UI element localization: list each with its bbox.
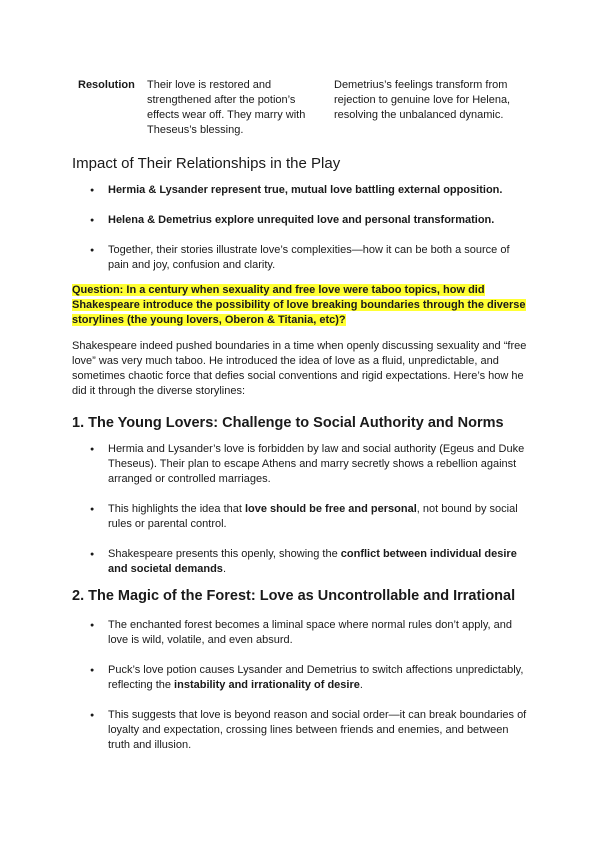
section1-bullet-list bbox=[72, 442, 532, 577]
section1-heading: 1. The Young Lovers: Challenge to Social Authority and Norms bbox=[72, 415, 504, 431]
bold-run: conflict between individual desire and societal demands bbox=[108, 548, 517, 575]
list-item bbox=[72, 663, 532, 693]
impact-heading: Impact of Their Relationships in the Play bbox=[72, 155, 341, 172]
section2-heading: 2. The Magic of the Forest: Love as Uncontrollable and Irrational bbox=[72, 588, 516, 604]
text-run: This highlights the idea that bbox=[108, 503, 245, 515]
helena-demetrius-cell: Demetrius’s feelings transform from rejection to genuine love for Helena, resolving the unbalanced dynamic. bbox=[334, 79, 511, 121]
list-item bbox=[72, 547, 532, 577]
row-label: Resolution bbox=[78, 79, 135, 91]
list-item: ● Helena & Demetrius explore unrequited love and personal transformation. bbox=[72, 213, 532, 228]
list-item: ● This suggests that love is beyond reason and social order—it can break boundaries of loyalty and expectation, crossing lines between friends and enemies, and between truth and illusion. bbox=[72, 708, 532, 753]
list-item: ● The enchanted forest becomes a liminal space where normal rules don’t apply, and love is wild, volatile, and even absurd. bbox=[72, 618, 532, 648]
list-item: ● Hermia & Lysander represent true, mutual love battling external opposition. bbox=[72, 183, 532, 198]
bold-run: instability and irrationality of desire bbox=[174, 679, 360, 691]
list-item: ● Hermia and Lysander’s love is forbidden by law and social authority (Egeus and Duke Theseus). Their plan to escape Athens and marry secretly shows a rebellion against arranged or controlled marriages. bbox=[72, 442, 532, 487]
highlighted-question bbox=[72, 283, 532, 328]
intro-paragraph: Shakespeare indeed pushed boundaries in a time when openly discussing sexuality and “free love” was very much taboo. He introduced the idea of love as a fluid, unpredictable, and sometimes chaotic force that defies social conventions and rigid expectations. Here’s how he did it through the diverse storylines: bbox=[72, 340, 527, 397]
list-item: ● Together, their stories illustrate love’s complexities—how it can be both a source of pain and joy, confusion and clarity. bbox=[72, 243, 532, 273]
text-run: Puck’s love potion causes Lysander and Demetrius to switch affections unpredictably, reflecting the bbox=[108, 664, 524, 691]
text-run: . bbox=[222, 563, 226, 575]
question-text: Question: In a century when sexuality and free love were taboo topics, how did Shakespeare introduce the possibility of love breaking boundaries through the diverse storylines (the young lovers, Oberon & Titania, etc)? bbox=[72, 284, 526, 326]
text-run: Shakespeare presents this openly, showing the bbox=[108, 548, 341, 560]
text-run: , not bound by social rules or parental control. bbox=[108, 503, 518, 530]
bold-run: love should be free and personal bbox=[244, 503, 417, 515]
hermia-lysander-cell: Their love is restored and strengthened after the potion’s effects wear off. They marry with Theseus’s blessing. bbox=[147, 79, 306, 136]
section2-bullet-list bbox=[72, 618, 532, 753]
impact-bullet-list bbox=[72, 183, 532, 273]
list-item bbox=[72, 502, 532, 532]
text-run: . bbox=[359, 679, 363, 691]
